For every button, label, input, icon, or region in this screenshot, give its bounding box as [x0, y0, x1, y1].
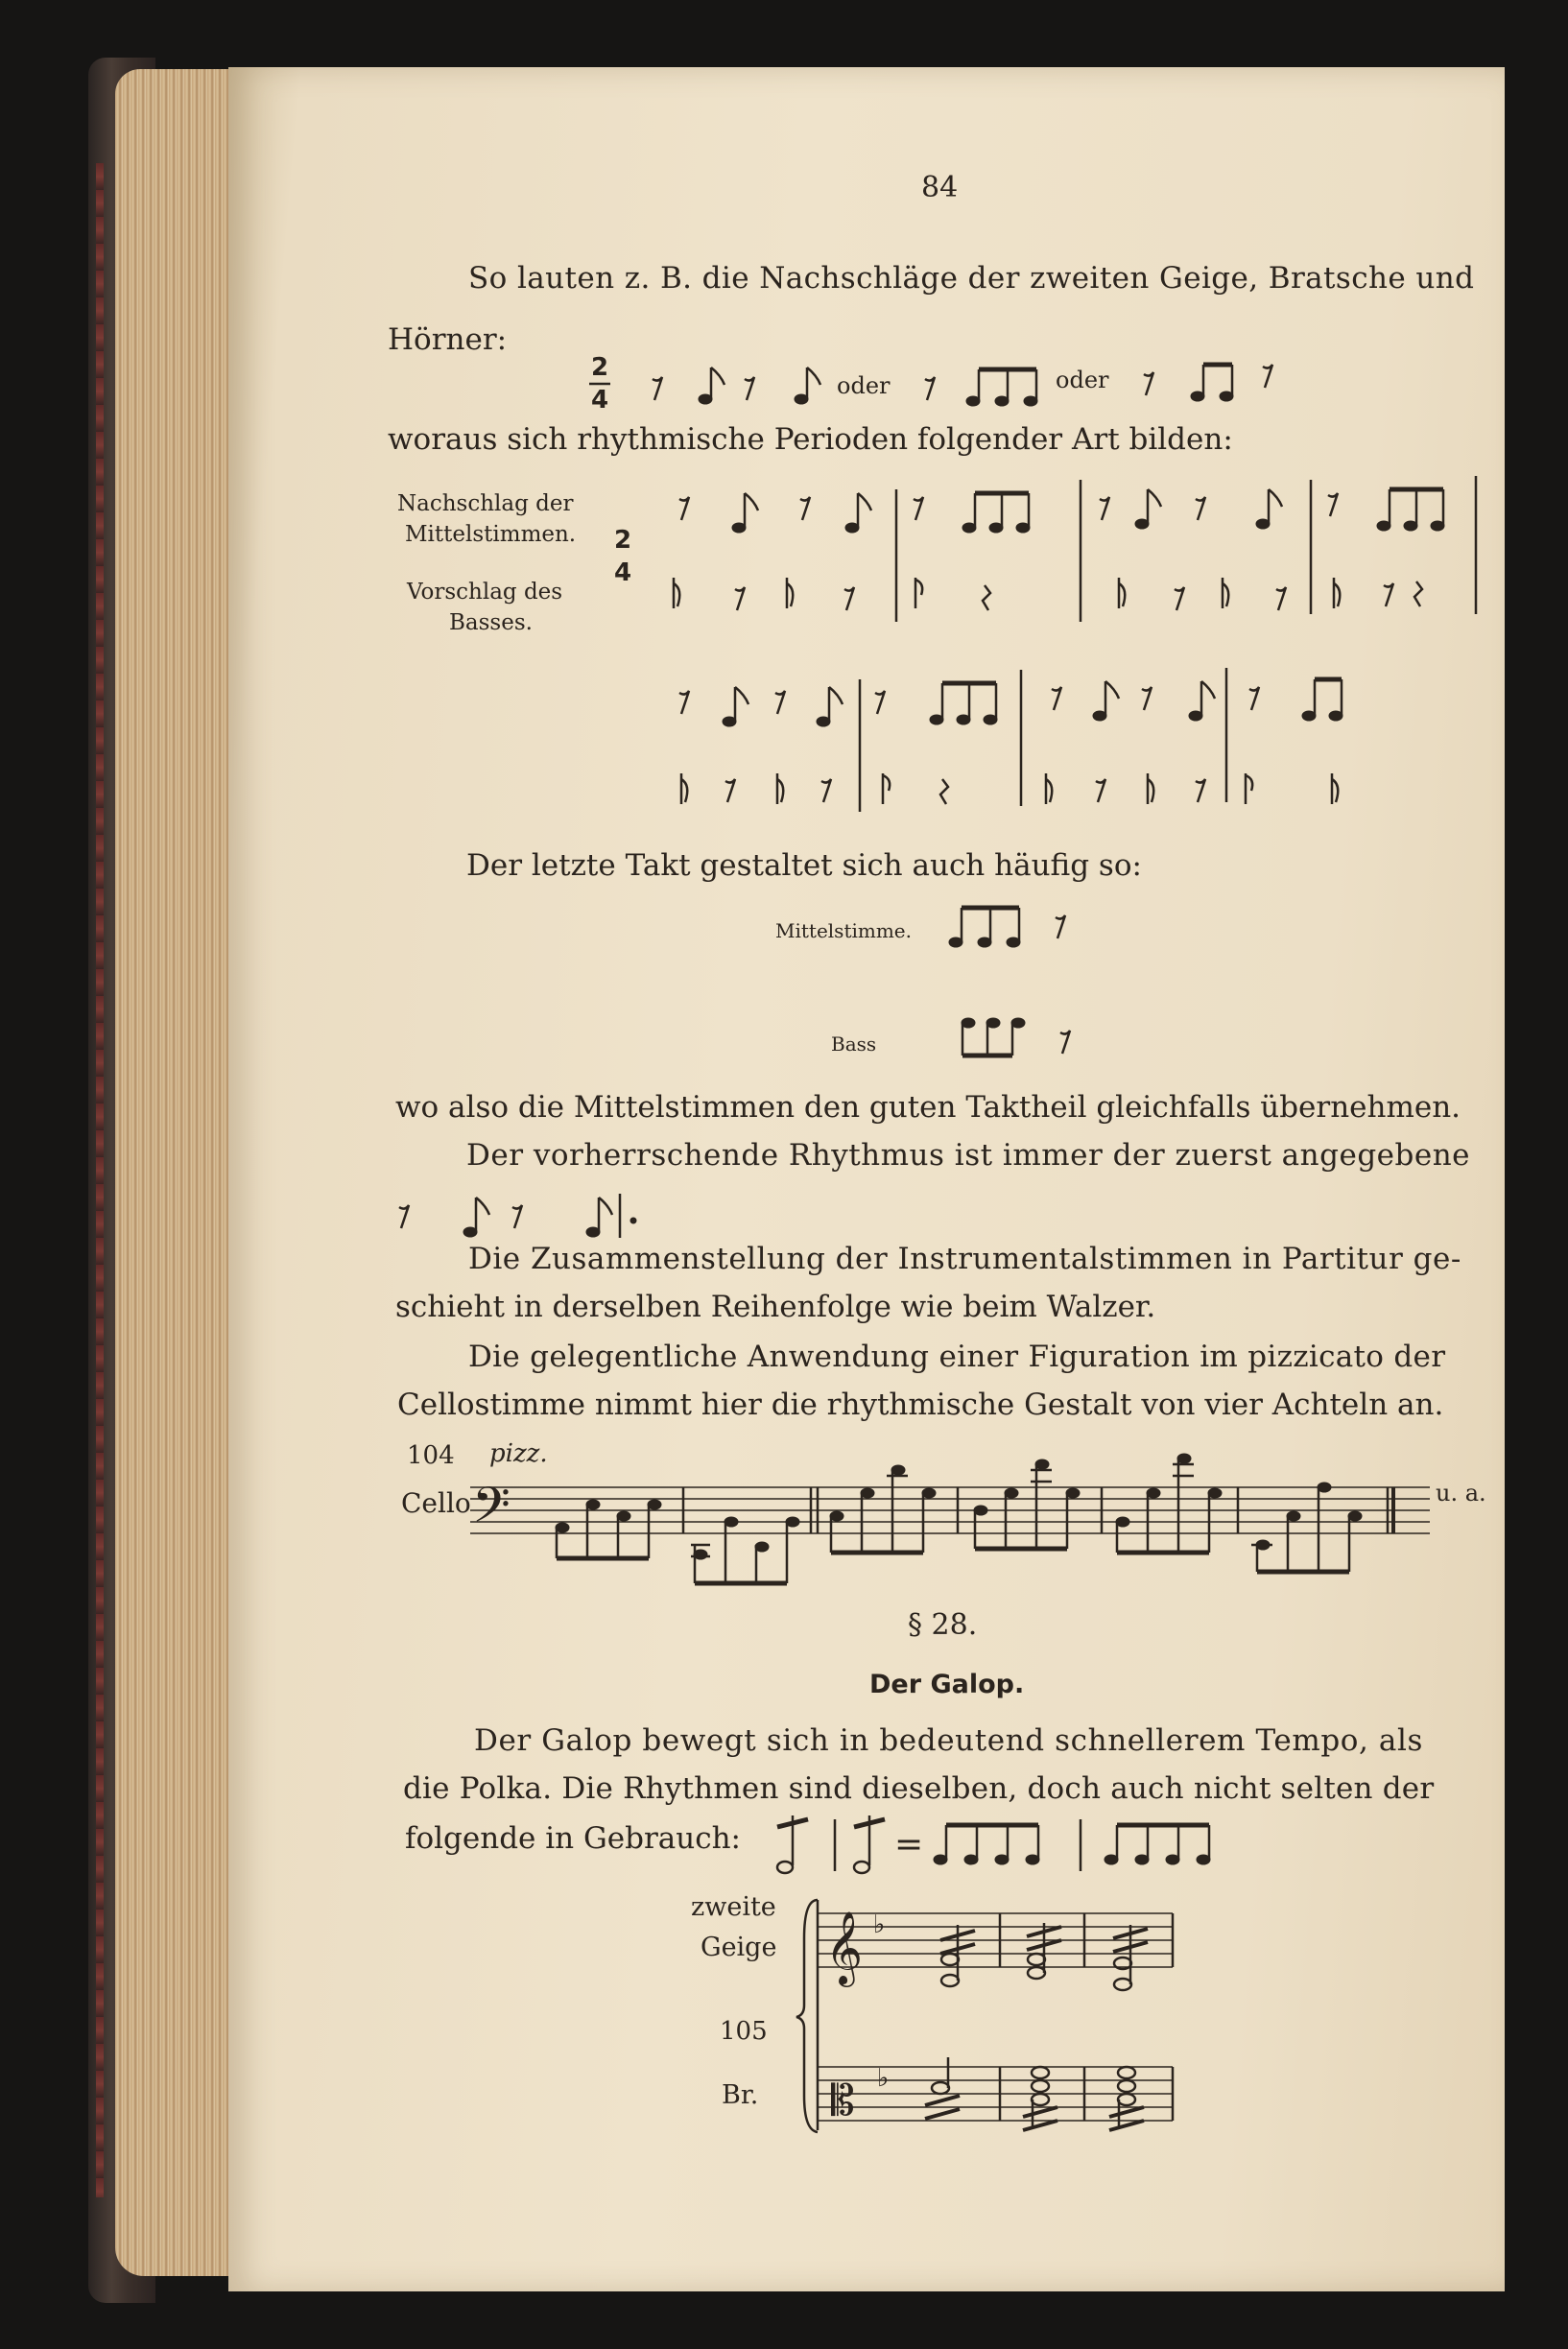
u-a-label: u. a.	[1436, 1480, 1486, 1507]
page-edges	[115, 69, 245, 2276]
treble-clef-icon: 𝄞	[825, 1910, 864, 1984]
text-line: schieht in derselben Reihenfolge wie beim Walzer.	[395, 1290, 1156, 1324]
example-105-score	[796, 1890, 1200, 2140]
page-number: 84	[921, 171, 959, 204]
eighth-rest-icon	[512, 1205, 522, 1228]
alto-clef-icon: 𝄡	[831, 2076, 855, 2125]
instrument-label: Cello	[401, 1487, 471, 1519]
staff-label: Mittelstimme.	[775, 919, 913, 942]
text-line: Die gelegentliche Anwendung einer Figuration im pizzicato der	[468, 1340, 1446, 1374]
text-line: Der letzte Takt gestaltet sich auch häufig so:	[466, 848, 1142, 883]
spine-trim	[96, 163, 104, 2197]
time-signature-bottom: 4	[591, 386, 609, 415]
rhythmic-periods-notation	[662, 470, 1487, 816]
beamed-pair-icon	[1191, 365, 1233, 401]
text-line: Der Galop bewegt sich in bedeutend schnellerem Tempo, als	[474, 1723, 1424, 1758]
text-line: So lauten z. B. die Nachschläge der zweiten Geige, Bratsche und	[468, 261, 1475, 296]
text-line: Die Zusammenstellung der Instrumentalstimmen in Partitur ge-	[468, 1242, 1461, 1276]
galop-rhythm	[773, 1806, 1234, 1892]
text-line: Der vorherrschende Rhythmus ist immer der zuerst angegebene	[466, 1138, 1471, 1173]
eighth-rest-icon	[745, 377, 754, 400]
eighth-rest-icon	[1056, 915, 1065, 938]
time-signature-top: 2	[591, 353, 609, 382]
eighth-rest-icon	[653, 377, 662, 400]
flat-icon: ♭	[877, 2064, 890, 2093]
mittelstimme-rhythm	[940, 892, 1094, 960]
example-number: 105	[720, 2017, 768, 2046]
text-line: Hörner:	[388, 322, 508, 357]
instrument-label: Br.	[722, 2080, 759, 2110]
text-line: Cellostimme nimmt hier die rhythmische Gestalt von vier Achteln an.	[397, 1388, 1444, 1422]
oder-label: oder	[1056, 367, 1109, 393]
text-line: woraus sich rhythmische Perioden folgender Art bilden:	[388, 422, 1233, 457]
brace-icon	[796, 1900, 818, 2132]
eighth-rest-icon	[399, 1205, 409, 1228]
eighth-rest-icon	[1144, 372, 1153, 395]
staff-label: Bass	[831, 1032, 877, 1056]
section-title: Der Galop.	[869, 1670, 1025, 1699]
bass-rhythm	[945, 1008, 1099, 1075]
text-line: die Polka. Die Rhythmen sind dieselben, doch auch nicht selten der	[403, 1771, 1435, 1806]
beamed-triplet-icon	[966, 369, 1037, 406]
staff-label: Mittelstimmen.	[405, 522, 577, 547]
instrument-label: zweite	[691, 1892, 776, 1922]
time-signature-bottom: 4	[614, 558, 632, 587]
eighth-rest-icon	[925, 377, 935, 400]
oder-label: oder	[837, 372, 891, 399]
example-number: 104	[407, 1441, 455, 1470]
eighth-rest-icon	[1060, 1031, 1070, 1054]
flat-icon: ♭	[873, 1910, 886, 1939]
text-line: folgende in Gebrauch:	[405, 1821, 741, 1856]
staff-label: Nachschlag der	[397, 491, 574, 516]
bass-clef-icon: 𝄢	[472, 1476, 511, 1546]
staff-label: Vorschlag des	[407, 580, 563, 605]
svg-text:=: =	[894, 1825, 924, 1864]
pizzicato-marking: pizz.	[489, 1439, 548, 1468]
rhythm-example-2	[1132, 345, 1286, 422]
eighth-rest-icon	[1263, 365, 1272, 388]
section-number: § 28.	[908, 1608, 978, 1642]
cello-staff	[470, 1449, 1439, 1593]
staff-label: Basses.	[449, 610, 533, 635]
instrument-label: Geige	[701, 1933, 777, 1962]
time-signature-top: 2	[614, 526, 632, 555]
text-line: wo also die Mittelstimmen den guten Taktheil gleichfalls übernehmen.	[395, 1090, 1461, 1125]
